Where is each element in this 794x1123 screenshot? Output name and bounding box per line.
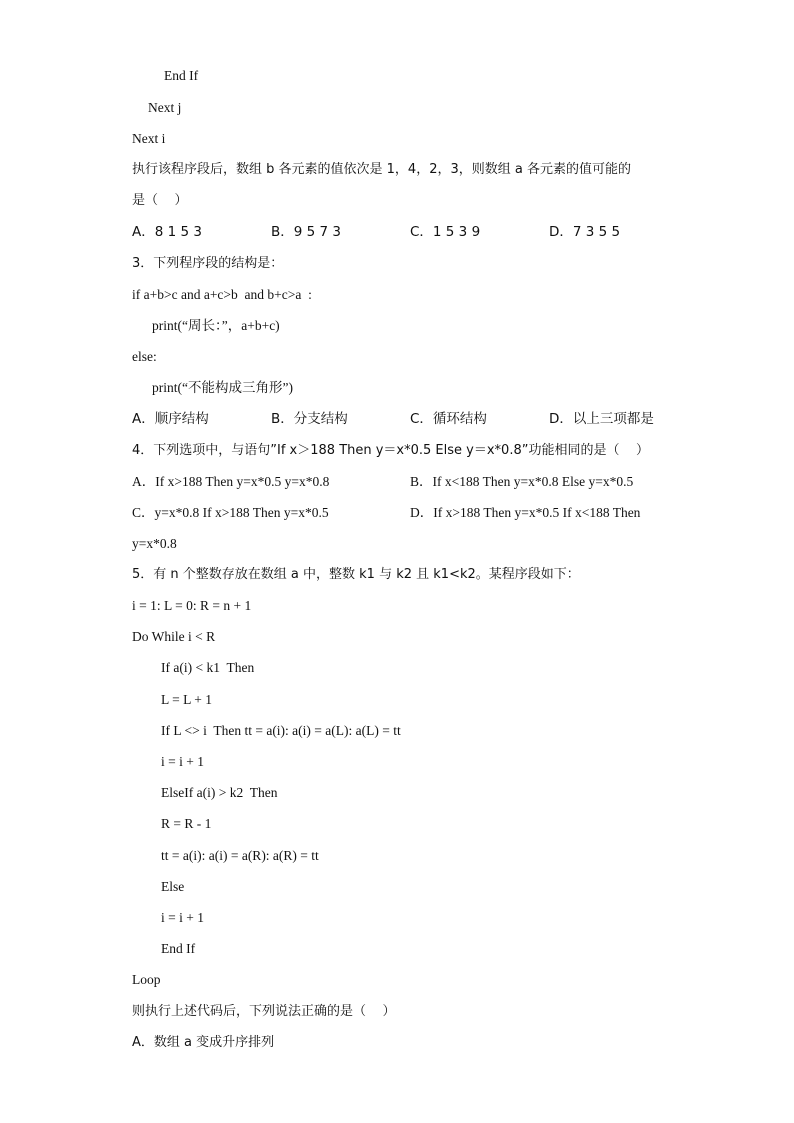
code-line: print(“不能构成三角形”) [152, 380, 293, 395]
code-line: Next i [132, 131, 166, 146]
code-line: i = i + 1 [161, 754, 204, 769]
q2-option-d: D．7 3 5 5 [549, 224, 621, 240]
q5-stem: 5．有 n 个整数存放在数组 a 中，整数 k1 与 k2 且 k1<k2。某程序段如下： [132, 567, 580, 582]
q4-option-c: C．y=x*0.8 If x>188 Then y=x*0.5 [132, 505, 329, 520]
q2-option-c: C．1 5 3 9 [410, 224, 481, 240]
q3-stem: 3．下列程序段的结构是： [132, 256, 284, 271]
code-line: i = i + 1 [161, 910, 204, 925]
code-line: Else [161, 879, 185, 894]
code-line: if a+b>c and a+c>b and b+c>a : [132, 287, 312, 302]
q2-option-a: A．8 1 5 3 [132, 224, 202, 240]
q2-option-b: B．9 5 7 3 [271, 224, 341, 240]
code-line: If a(i) < k1 Then [161, 660, 255, 675]
q4-option-a: A．If x>188 Then y=x*0.5 y=x*0.8 [132, 474, 330, 489]
q5-question: 则执行上述代码后，下列说法正确的是（ ） [132, 1004, 396, 1019]
code-line: print(“周长：”，a+b+c) [152, 318, 280, 333]
code-line: Next j [148, 100, 182, 115]
q4-option-b: B．If x<188 Then y=x*0.8 Else y=x*0.5 [410, 474, 634, 489]
code-line: else: [132, 349, 157, 364]
q3-option-c: C．循环结构 [410, 411, 487, 427]
q3-option-b: B．分支结构 [271, 411, 348, 427]
code-line: Do While i < R [132, 629, 216, 644]
q4-option-d-cont: y=x*0.8 [132, 536, 177, 551]
q2-stem-cont: 是（ ） [132, 193, 188, 208]
q5-option-a: A．数组 a 变成升序排列 [132, 1035, 275, 1050]
code-line: End If [161, 941, 196, 956]
q2-stem: 执行该程序段后，数组 b 各元素的值依次是 1，4，2，3，则数组 a 各元素的值可能的 [132, 162, 631, 177]
code-line: L = L + 1 [161, 692, 212, 707]
q3-option-d: D．以上三项都是 [549, 411, 654, 427]
code-line: i = 1: L = 0: R = n + 1 [132, 598, 252, 613]
code-line: End If [164, 68, 199, 83]
q4-stem: 4．下列选项中，与语句”If x＞188 Then y＝x*0.5 Else y＝x*0.8”功能相同的是（ ） [132, 443, 649, 458]
q4-option-d: D．If x>188 Then y=x*0.5 If x<188 Then [410, 505, 641, 520]
code-line: Loop [132, 972, 161, 987]
code-line: R = R - 1 [161, 816, 212, 831]
q3-option-a: A．顺序结构 [132, 411, 209, 427]
code-line: tt = a(i): a(i) = a(R): a(R) = tt [161, 848, 319, 863]
code-line: ElseIf a(i) > k2 Then [161, 785, 278, 800]
code-line: If L <> i Then tt = a(i): a(i) = a(L): a(L) = tt [161, 723, 401, 738]
